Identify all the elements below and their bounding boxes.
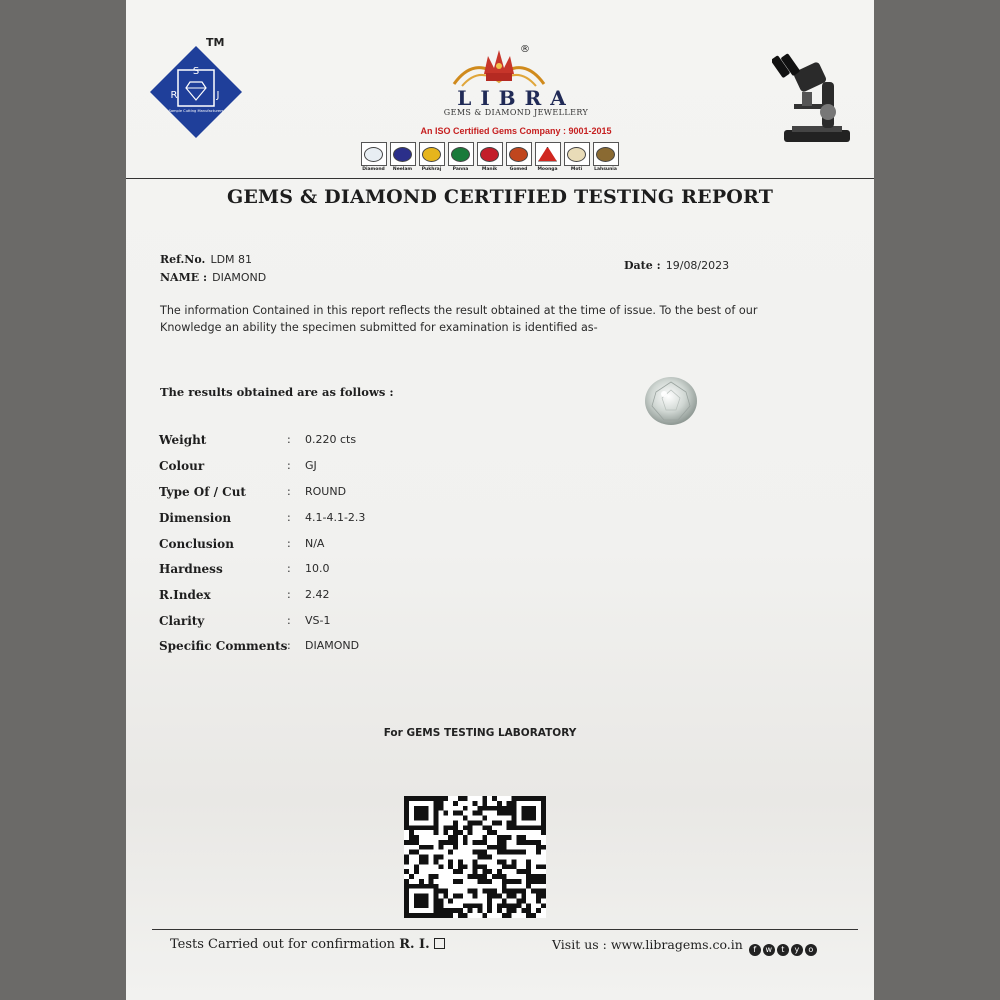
website-link[interactable]: Visit us : www.libragems.co.in — [552, 937, 743, 952]
gem-label: Gomed — [509, 167, 528, 172]
social-icons — [749, 944, 817, 956]
result-value: VS-1 — [305, 614, 331, 627]
date-line — [624, 254, 729, 273]
date-label: Date : — [624, 259, 661, 272]
gem-icon — [506, 142, 532, 166]
libra-brand-name: LIBRA — [457, 86, 575, 110]
result-label: Clarity — [159, 614, 205, 628]
gem-label: Moonga — [537, 167, 558, 172]
name-value: DIAMOND — [212, 271, 267, 284]
gem-gomed — [505, 142, 532, 176]
gem-diamond — [360, 142, 387, 176]
checkbox-icon — [434, 938, 445, 949]
microscope-icon — [772, 52, 856, 148]
results-heading: The results obtained are as follows : — [160, 385, 394, 399]
gem-pukhraj — [418, 142, 445, 176]
intro-paragraph — [160, 302, 800, 336]
result-value: 4.1-4.1-2.3 — [305, 511, 366, 524]
result-colon: : — [287, 562, 291, 575]
iso-certification: An ISO Certified Gems Company : 9001-2015 — [420, 126, 612, 136]
result-label: Dimension — [159, 511, 232, 525]
twitter-icon[interactable]: t — [777, 944, 789, 956]
gem-neelam — [389, 142, 416, 176]
result-label: R.Index — [159, 588, 211, 602]
gem-icon — [361, 142, 387, 166]
srj-letter-j: J — [216, 90, 220, 101]
result-value: DIAMOND — [305, 639, 360, 652]
ref-label: Ref.No. — [160, 253, 206, 266]
certificate-sheet — [126, 0, 874, 1000]
result-label: Specific Comments — [159, 639, 288, 653]
intro-line-2: Knowledge an ability the specimen submitted for examination is identified as- — [160, 321, 598, 334]
result-colon: : — [287, 614, 291, 627]
report-title: GEMS & DIAMOND CERTIFIED TESTING REPORT — [226, 186, 774, 208]
tests-text: Tests Carried out for confirmation — [170, 937, 396, 952]
gem-panna — [447, 142, 474, 176]
result-value: 10.0 — [305, 562, 330, 575]
result-colon: : — [287, 588, 291, 601]
name-line — [160, 266, 266, 285]
result-value: GJ — [305, 459, 317, 472]
result-colon: : — [287, 485, 291, 498]
srj-logo — [146, 42, 246, 142]
registered-mark: ® — [520, 44, 530, 55]
gem-icon — [448, 142, 474, 166]
result-label: Conclusion — [159, 537, 234, 551]
gem-label: Panna — [452, 167, 469, 172]
tests-code: R. I. — [399, 937, 430, 952]
result-colon: : — [287, 459, 291, 472]
srj-letter-r: R — [170, 90, 178, 101]
result-value: N/A — [305, 537, 325, 550]
gem-label: Manik — [481, 167, 498, 172]
srj-letter-s: S — [192, 66, 200, 77]
ref-value: LDM 81 — [210, 253, 253, 266]
gem-label: Diamond — [362, 167, 385, 172]
youtube-icon[interactable]: y — [791, 944, 803, 956]
diamond-photo — [638, 374, 704, 430]
result-colon: : — [287, 511, 291, 524]
footer-divider — [152, 929, 858, 930]
ref-line — [160, 248, 252, 267]
libra-subtitle: GEMS & DIAMOND JEWELLERY — [443, 108, 589, 117]
gem-icon — [477, 142, 503, 166]
gem-icon — [419, 142, 445, 166]
gem-manik — [476, 142, 503, 176]
gem-label: Moti — [570, 167, 583, 172]
header-divider — [126, 178, 874, 179]
gem-label: Pukhraj — [421, 167, 442, 172]
qr-code[interactable] — [404, 796, 546, 918]
name-label: NAME : — [160, 271, 208, 284]
result-label: Hardness — [159, 562, 223, 576]
intro-line-1: The information Contained in this report reflects the result obtained at the time of issue. To the best of our — [160, 304, 758, 317]
visit-footer — [552, 937, 817, 956]
result-value: 0.220 cts — [305, 433, 357, 446]
result-colon: : — [287, 433, 291, 446]
gem-lahsunia — [592, 142, 619, 176]
result-colon: : — [287, 537, 291, 550]
srj-tagline: Sample Cutting Manufacturers — [168, 109, 224, 113]
gem-label: Lahsunia — [594, 167, 617, 172]
gem-icon — [593, 142, 619, 166]
instagram-icon[interactable]: o — [805, 944, 817, 956]
gem-icon — [535, 142, 561, 166]
tests-footer — [170, 937, 445, 952]
facebook-icon[interactable]: f — [749, 944, 761, 956]
lab-signature-label: For GEMS TESTING LABORATORY — [383, 727, 577, 739]
result-label: Type Of / Cut — [159, 485, 246, 499]
result-label: Weight — [159, 433, 207, 447]
result-value: ROUND — [305, 485, 347, 498]
result-label: Colour — [159, 459, 205, 473]
gem-moti — [563, 142, 590, 176]
gem-label: Neelam — [392, 167, 413, 172]
gem-icon — [564, 142, 590, 166]
result-value: 2.42 — [305, 588, 330, 601]
whatsapp-icon[interactable]: w — [763, 944, 775, 956]
date-value: 19/08/2023 — [665, 259, 730, 272]
result-colon: : — [287, 639, 291, 652]
gem-moonga — [534, 142, 561, 176]
trademark-mark: TM — [206, 36, 225, 49]
gemstone-icons-row — [360, 142, 619, 176]
gem-icon — [390, 142, 416, 166]
